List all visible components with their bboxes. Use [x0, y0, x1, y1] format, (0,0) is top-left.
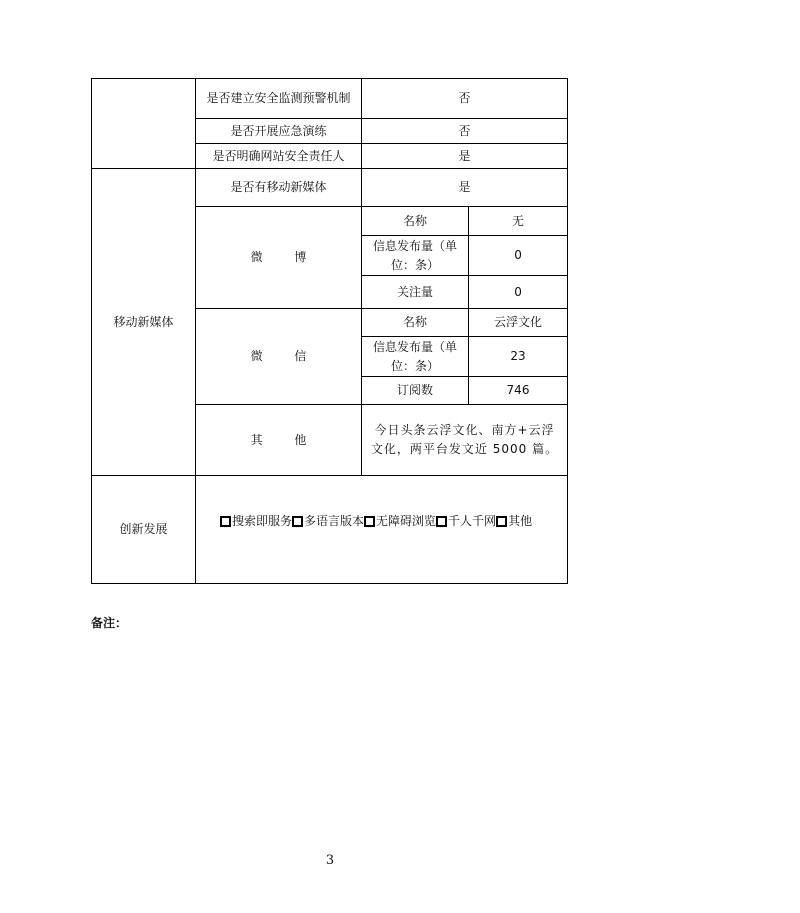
- weibo-posts-value: 0: [469, 236, 568, 276]
- other-value: 今日头条云浮文化、南方+云浮文化，两平台发文近 5000 篇。: [362, 405, 568, 476]
- wechat-label: 微 信: [196, 309, 362, 405]
- other-label: 其 他: [196, 405, 362, 476]
- option-label: 多语言版本: [304, 514, 365, 528]
- drill-label: 是否开展应急演练: [196, 119, 362, 144]
- checkbox-icon: [220, 516, 231, 527]
- responsible-value: 是: [362, 144, 568, 169]
- innovation-option[interactable]: [436, 514, 496, 528]
- option-label: 无障碍浏览: [376, 514, 437, 528]
- innovation-option[interactable]: [364, 514, 436, 528]
- has-mobile-label: 是否有移动新媒体: [196, 169, 362, 207]
- wechat-name-label: 名称: [362, 309, 469, 337]
- innovation-option[interactable]: [496, 514, 532, 528]
- monitoring-label: 是否建立安全监测预警机制: [196, 79, 362, 119]
- wechat-subscribers-label: 订阅数: [362, 377, 469, 405]
- innovation-option[interactable]: [220, 514, 292, 528]
- option-label: 搜索即服务: [232, 514, 293, 528]
- weibo-name-label: 名称: [362, 207, 469, 236]
- has-mobile-value: 是: [362, 169, 568, 207]
- mobile-section-label: 移动新媒体: [92, 169, 196, 476]
- weibo-posts-label: 信息发布量（单位：条）: [362, 236, 469, 276]
- innovation-options: [196, 476, 568, 584]
- weibo-followers-label: 关注量: [362, 276, 469, 309]
- wechat-subscribers-value: 746: [469, 377, 568, 405]
- innovation-option[interactable]: [292, 514, 364, 528]
- option-label: 其他: [508, 514, 533, 528]
- checkbox-icon: [292, 516, 303, 527]
- weibo-name-value: 无: [469, 207, 568, 236]
- wechat-posts-value: 23: [469, 337, 568, 377]
- monitoring-value: 否: [362, 79, 568, 119]
- note-label: 备注：: [91, 616, 128, 630]
- statistics-table: [91, 78, 568, 584]
- wechat-name-value: 云浮文化: [469, 309, 568, 337]
- checkbox-icon: [496, 516, 507, 527]
- wechat-posts-label: 信息发布量（单位：条）: [362, 337, 469, 377]
- innovation-label: 创新发展: [92, 476, 196, 584]
- responsible-label: 是否明确网站安全责任人: [196, 144, 362, 169]
- checkbox-icon: [364, 516, 375, 527]
- weibo-followers-value: 0: [469, 276, 568, 309]
- weibo-label: 微 博: [196, 207, 362, 309]
- drill-value: 否: [362, 119, 568, 144]
- page-number: 3: [325, 853, 335, 868]
- section-cell-security: [92, 79, 196, 169]
- checkbox-icon: [436, 516, 447, 527]
- option-label: 千人千网: [448, 514, 497, 528]
